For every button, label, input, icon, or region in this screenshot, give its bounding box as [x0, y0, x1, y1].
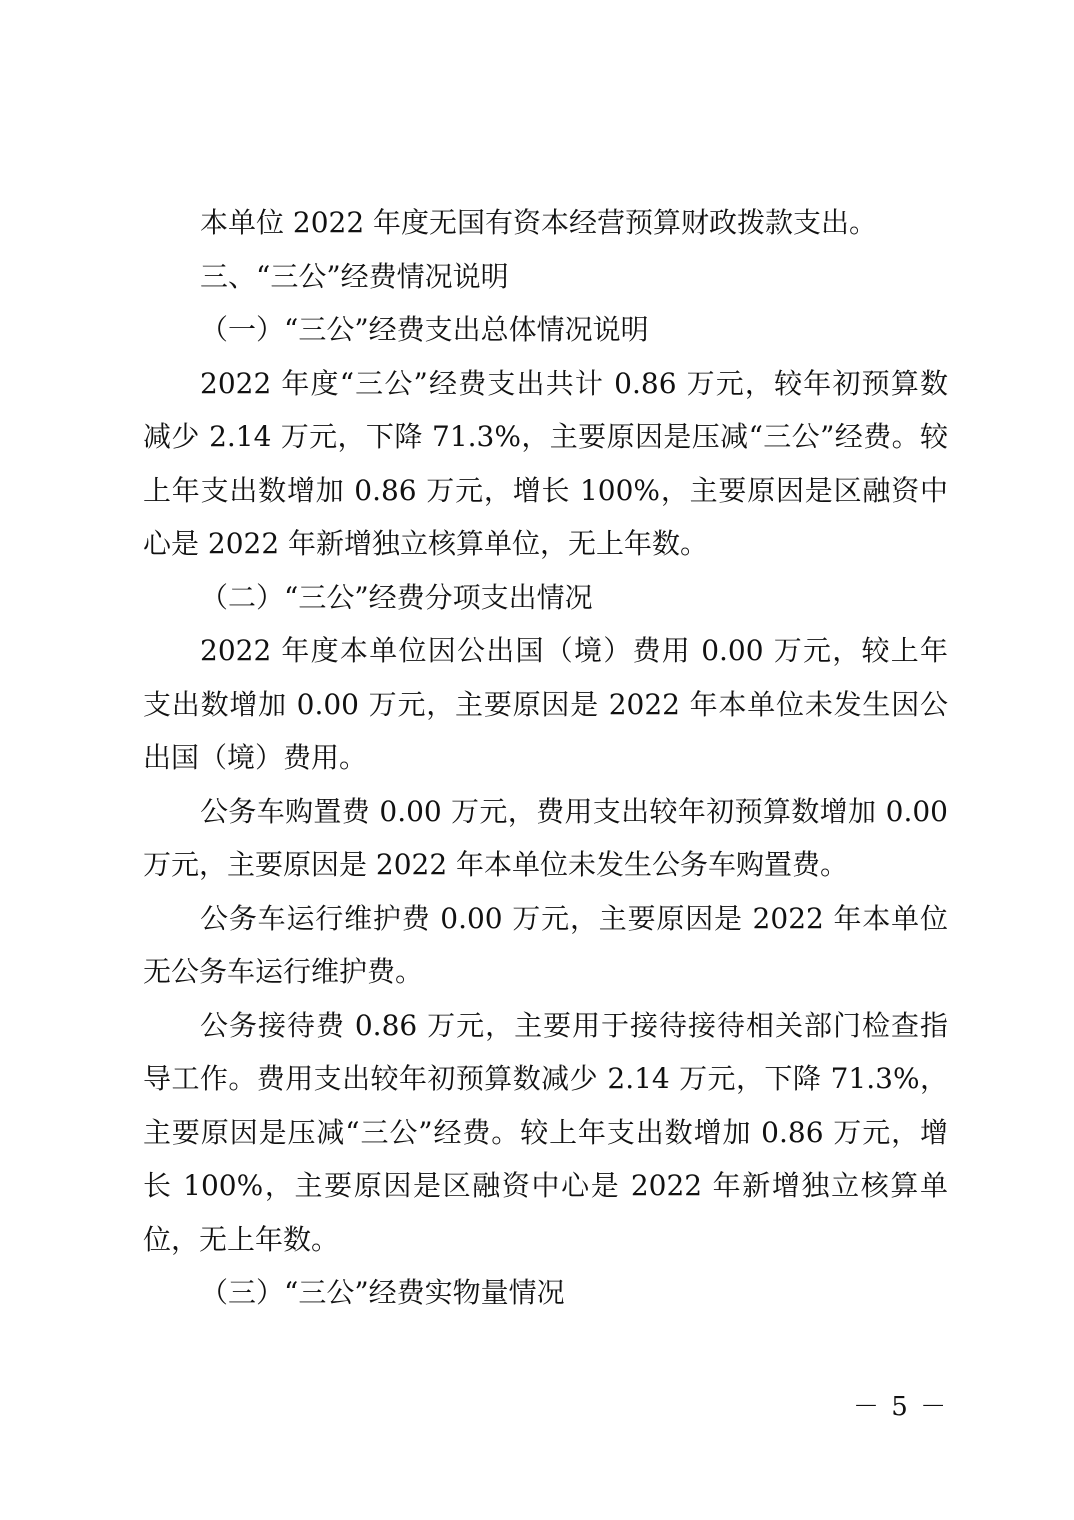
subsection-heading-itemized: （二）“三公”经费分项支出情况	[200, 580, 593, 614]
page-number: － 5 －	[853, 1392, 949, 1422]
subsection-heading-physical-quantity: （三）“三公”经费实物量情况	[200, 1276, 565, 1309]
subsection-heading-overall: （一）“三公”经费支出总体情况说明	[200, 313, 649, 346]
paragraph-overseas-travel: 2022 年度本单位因公出国（境）费用 0.00 万元，较上年支出数增加 0.00 万元，主要原因是 2022 年本单位未发生因公出国（境）费用。	[143, 634, 948, 774]
paragraph-state-capital-budget: 本单位 2022 年度无国有资本经营预算财政拨款支出。	[200, 206, 878, 239]
paragraph-vehicle-purchase: 公务车购置费 0.00 万元，费用支出较年初预算数增加 0.00 万元，主要原因是 2022 年本单位未发生公务车购置费。	[143, 794, 948, 881]
paragraph-official-reception: 公务接待费 0.86 万元，主要用于接待接待相关部门检查指导工作。费用支出较年初预算数减少 2.14 万元，下降 71.3%，主要原因是压减“三公”经费。较上年支出数增加 0.86 万元，增长 100%，主要原因是区融资中心是 2022 年新增独立核算单位，无上年数。	[143, 1008, 948, 1256]
section-heading-three-public-expenses: 三、“三公”经费情况说明	[200, 259, 509, 293]
document-body	[143, 196, 948, 1320]
paragraph-vehicle-maintenance: 公务车运行维护费 0.00 万元，主要原因是 2022 年本单位无公务车运行维护费。	[143, 901, 948, 988]
paragraph-overall-expenditure: 2022 年度“三公”经费支出共计 0.86 万元，较年初预算数减少 2.14 万元，下降 71.3%，主要原因是压减“三公”经费。较上年支出数增加 0.86 万元，增长 100%，主要原因是区融资中心是 2022 年新增独立核算单位，无上年数。	[143, 366, 948, 560]
